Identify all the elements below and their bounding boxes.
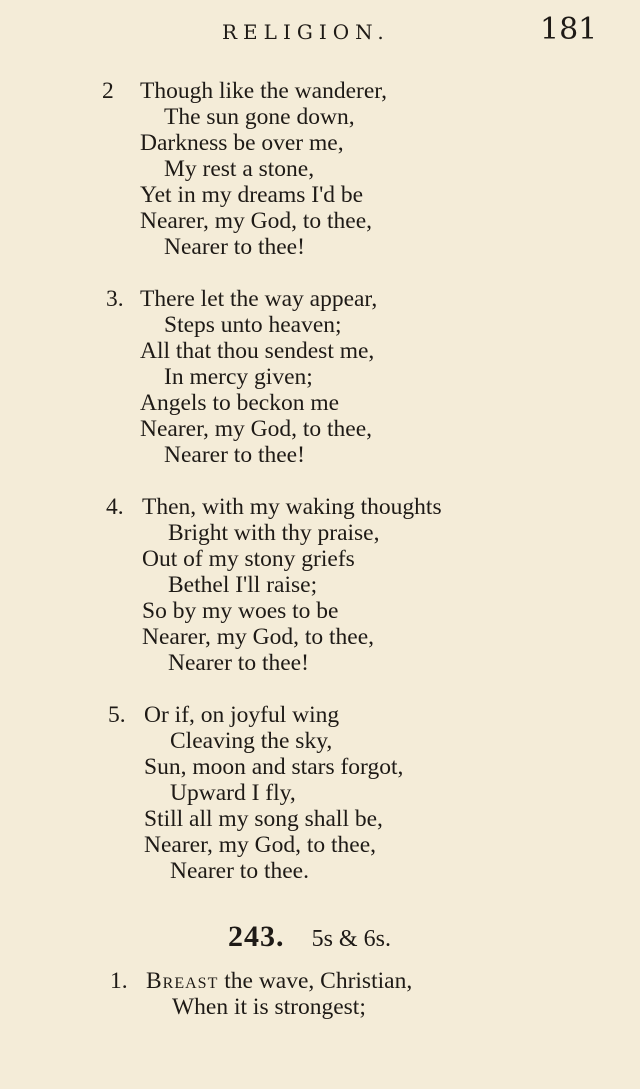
verse-line: Nearer to thee! <box>164 442 305 468</box>
verse-line: Angels to beckon me <box>140 390 340 416</box>
verse-line: All that thou sendest me, <box>140 338 375 364</box>
stanza-number: 1. <box>110 968 128 994</box>
page-number: 181 <box>540 12 598 47</box>
verse-line: Nearer, my God, to thee, <box>142 624 375 650</box>
verse-line: The sun gone down, <box>164 104 355 130</box>
stanza-number: 5. <box>108 702 126 728</box>
running-title: RELIGION. <box>222 20 390 44</box>
verse-line: So by my woes to be <box>142 598 339 624</box>
verse-line: Cleaving the sky, <box>170 728 333 754</box>
hymn-heading <box>228 920 391 954</box>
verse-line: Bethel I'll raise; <box>168 572 318 598</box>
verse-line: Nearer to thee! <box>168 650 309 676</box>
verse-line: Upward I fly, <box>170 780 296 806</box>
opening-word: Breast <box>146 968 219 994</box>
verse-line: Nearer, my God, to thee, <box>140 416 373 442</box>
verse-line: In mercy given; <box>164 364 313 390</box>
stanza-number: 4. <box>106 494 124 520</box>
stanza-number: 3. <box>106 286 124 312</box>
verse-line: Steps unto heaven; <box>164 312 342 338</box>
verse-line: Though like the wanderer, <box>140 78 388 104</box>
verse-line: Nearer to thee! <box>164 234 305 260</box>
verse-line: Out of my stony griefs <box>142 546 355 572</box>
verse-line: When it is strongest; <box>172 994 366 1020</box>
first-line-rest: the wave, Christian, <box>218 968 413 994</box>
verse-line: Darkness be over me, <box>140 130 344 156</box>
verse-line: Yet in my dreams I'd be <box>140 182 364 208</box>
verse-line: Nearer, my God, to thee, <box>144 832 377 858</box>
verse-line: Bright with thy praise, <box>168 520 380 546</box>
verse-line: Sun, moon and stars forgot, <box>144 754 404 780</box>
verse-line: Nearer, my God, to thee, <box>140 208 373 234</box>
verse-line: There let the way appear, <box>140 286 378 312</box>
hymn-meter: 5s & 6s. <box>311 926 391 952</box>
verse-line: My rest a stone, <box>164 156 315 182</box>
hymn-number: 243. <box>228 920 285 953</box>
verse-line: Nearer to thee. <box>170 858 309 884</box>
stanza-number: 2 <box>102 78 114 104</box>
verse-line <box>146 968 412 994</box>
verse-line: Then, with my waking thoughts <box>142 494 442 520</box>
verse-line: Or if, on joyful wing <box>144 702 340 728</box>
verse-line: Still all my song shall be, <box>144 806 383 832</box>
